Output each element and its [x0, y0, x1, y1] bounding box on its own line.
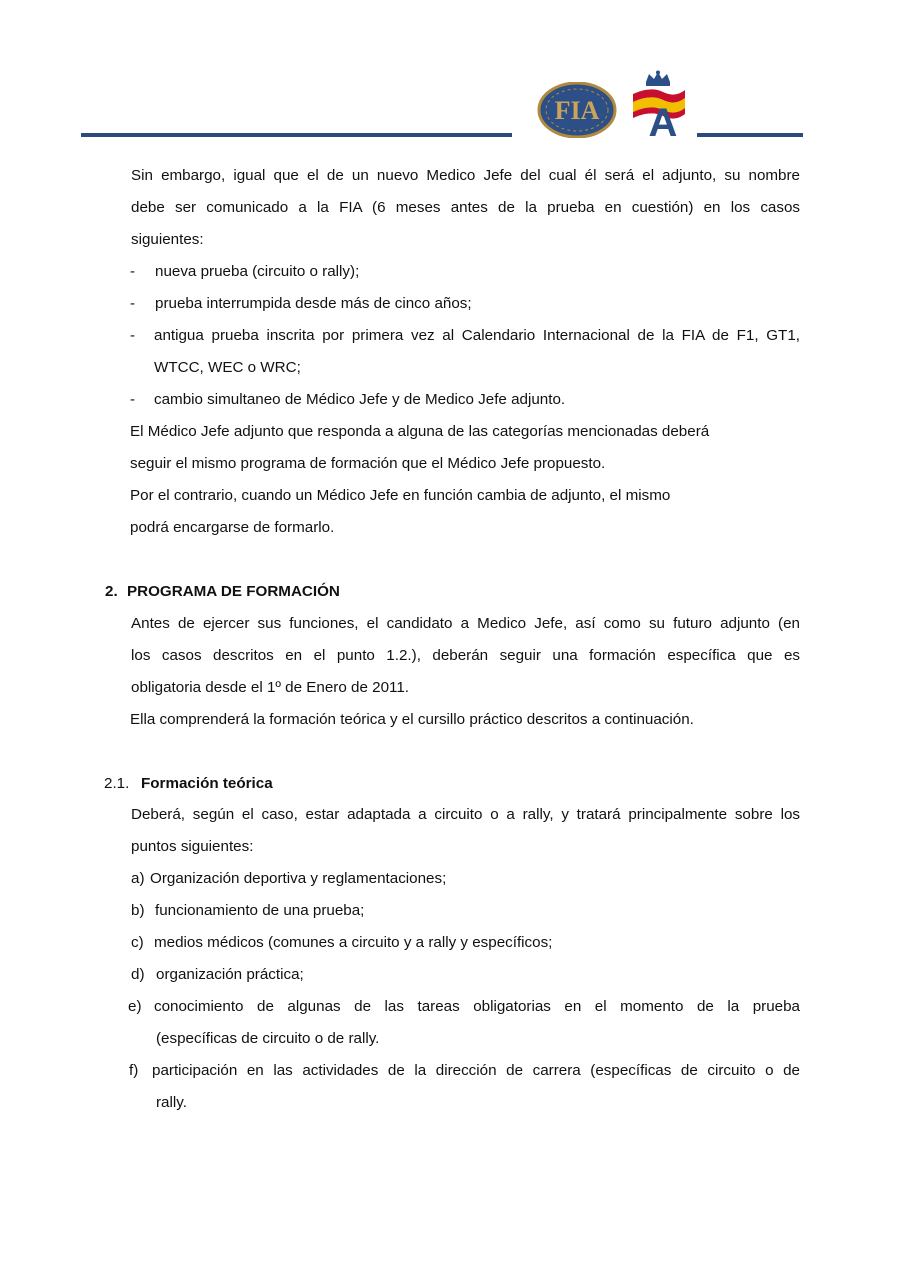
s1-para2-line1: El Médico Jefe adjunto que responda a alguna de las categorías mencionadas deberá [130, 423, 710, 440]
bullet-marker: - [130, 391, 136, 408]
bullet-marker: - [130, 327, 136, 344]
rfeda-logo-text: A [648, 101, 678, 140]
s1-para1-line2: debe ser comunicado a la FIA (6 meses antes de la prueba en cuestión) en los casos [131, 199, 800, 216]
list-marker: e) [128, 998, 142, 1015]
s1-para2-line2: seguir el mismo programa de formación que el Médico Jefe propuesto. [130, 455, 606, 472]
bullet-text: nueva prueba (circuito o rally); [155, 263, 360, 280]
bullet-text: prueba interrumpida desde más de cinco años; [155, 295, 472, 312]
list-item-text: conocimiento de algunas de las tareas obligatorias en el momento de la prueba [154, 998, 800, 1015]
s21-intro-line2: puntos siguientes: [131, 838, 254, 855]
fia-logo [537, 82, 617, 138]
header-rule-right [697, 133, 803, 137]
bullet-text: antigua prueba inscrita por primera vez al Calendario Internacional de la FIA de F1, GT1, [154, 327, 800, 344]
list-marker: d) [131, 966, 145, 983]
rfeda-logo [627, 70, 689, 140]
s2-para2: Ella comprenderá la formación teórica y el cursillo práctico descritos a continuación. [130, 711, 694, 728]
list-item-text: participación en las actividades de la dirección de carrera (específicas de circuito o de [152, 1062, 800, 1079]
list-item-text-cont: rally. [156, 1094, 187, 1111]
bullet-marker: - [130, 295, 136, 312]
bullet-text: cambio simultaneo de Médico Jefe y de Medico Jefe adjunto. [154, 391, 566, 408]
bullet-text-cont: WTCC, WEC o WRC; [154, 359, 301, 376]
s2-para1-line3: obligatoria desde el 1º de Enero de 2011. [131, 679, 410, 696]
list-item-text: Organización deportiva y reglamentaciones; [150, 870, 447, 887]
list-marker: a) [131, 870, 145, 887]
list-marker: c) [131, 934, 144, 951]
list-item-text: medios médicos (comunes a circuito y a rally y específicos; [154, 934, 553, 951]
s2-para1-line1: Antes de ejercer sus funciones, el candidato a Medico Jefe, así como su futuro adjunto (en [131, 615, 800, 632]
s1-para1-line3: siguientes: [131, 231, 204, 248]
fia-logo-text: FIA [554, 96, 600, 125]
list-item-text-cont: (específicas de circuito o de rally. [156, 1030, 380, 1047]
header-rule-left [81, 133, 512, 137]
s21-intro-line1: Deberá, según el caso, estar adaptada a circuito o a rally, y tratará principalmente sobre los [131, 806, 800, 823]
section2-number: 2. [105, 583, 118, 600]
list-marker: f) [129, 1062, 139, 1079]
list-item-text: organización práctica; [156, 966, 304, 983]
s2-para1-line2: los casos descritos en el punto 1.2.), deberán seguir una formación específica que es [131, 647, 800, 664]
s1-para1-line1: Sin embargo, igual que el de un nuevo Medico Jefe del cual él será el adjunto, su nombre [131, 167, 800, 184]
bullet-marker: - [130, 263, 136, 280]
section21-number: 2.1. [104, 775, 130, 792]
s1-para3-line2: podrá encargarse de formarlo. [130, 519, 335, 536]
list-item-text: funcionamiento de una prueba; [155, 902, 365, 919]
section2-heading: PROGRAMA DE FORMACIÓN [127, 583, 340, 600]
section21-heading: Formación teórica [141, 775, 273, 792]
s1-para3-line1: Por el contrario, cuando un Médico Jefe en función cambia de adjunto, el mismo [130, 487, 671, 504]
list-marker: b) [131, 902, 145, 919]
